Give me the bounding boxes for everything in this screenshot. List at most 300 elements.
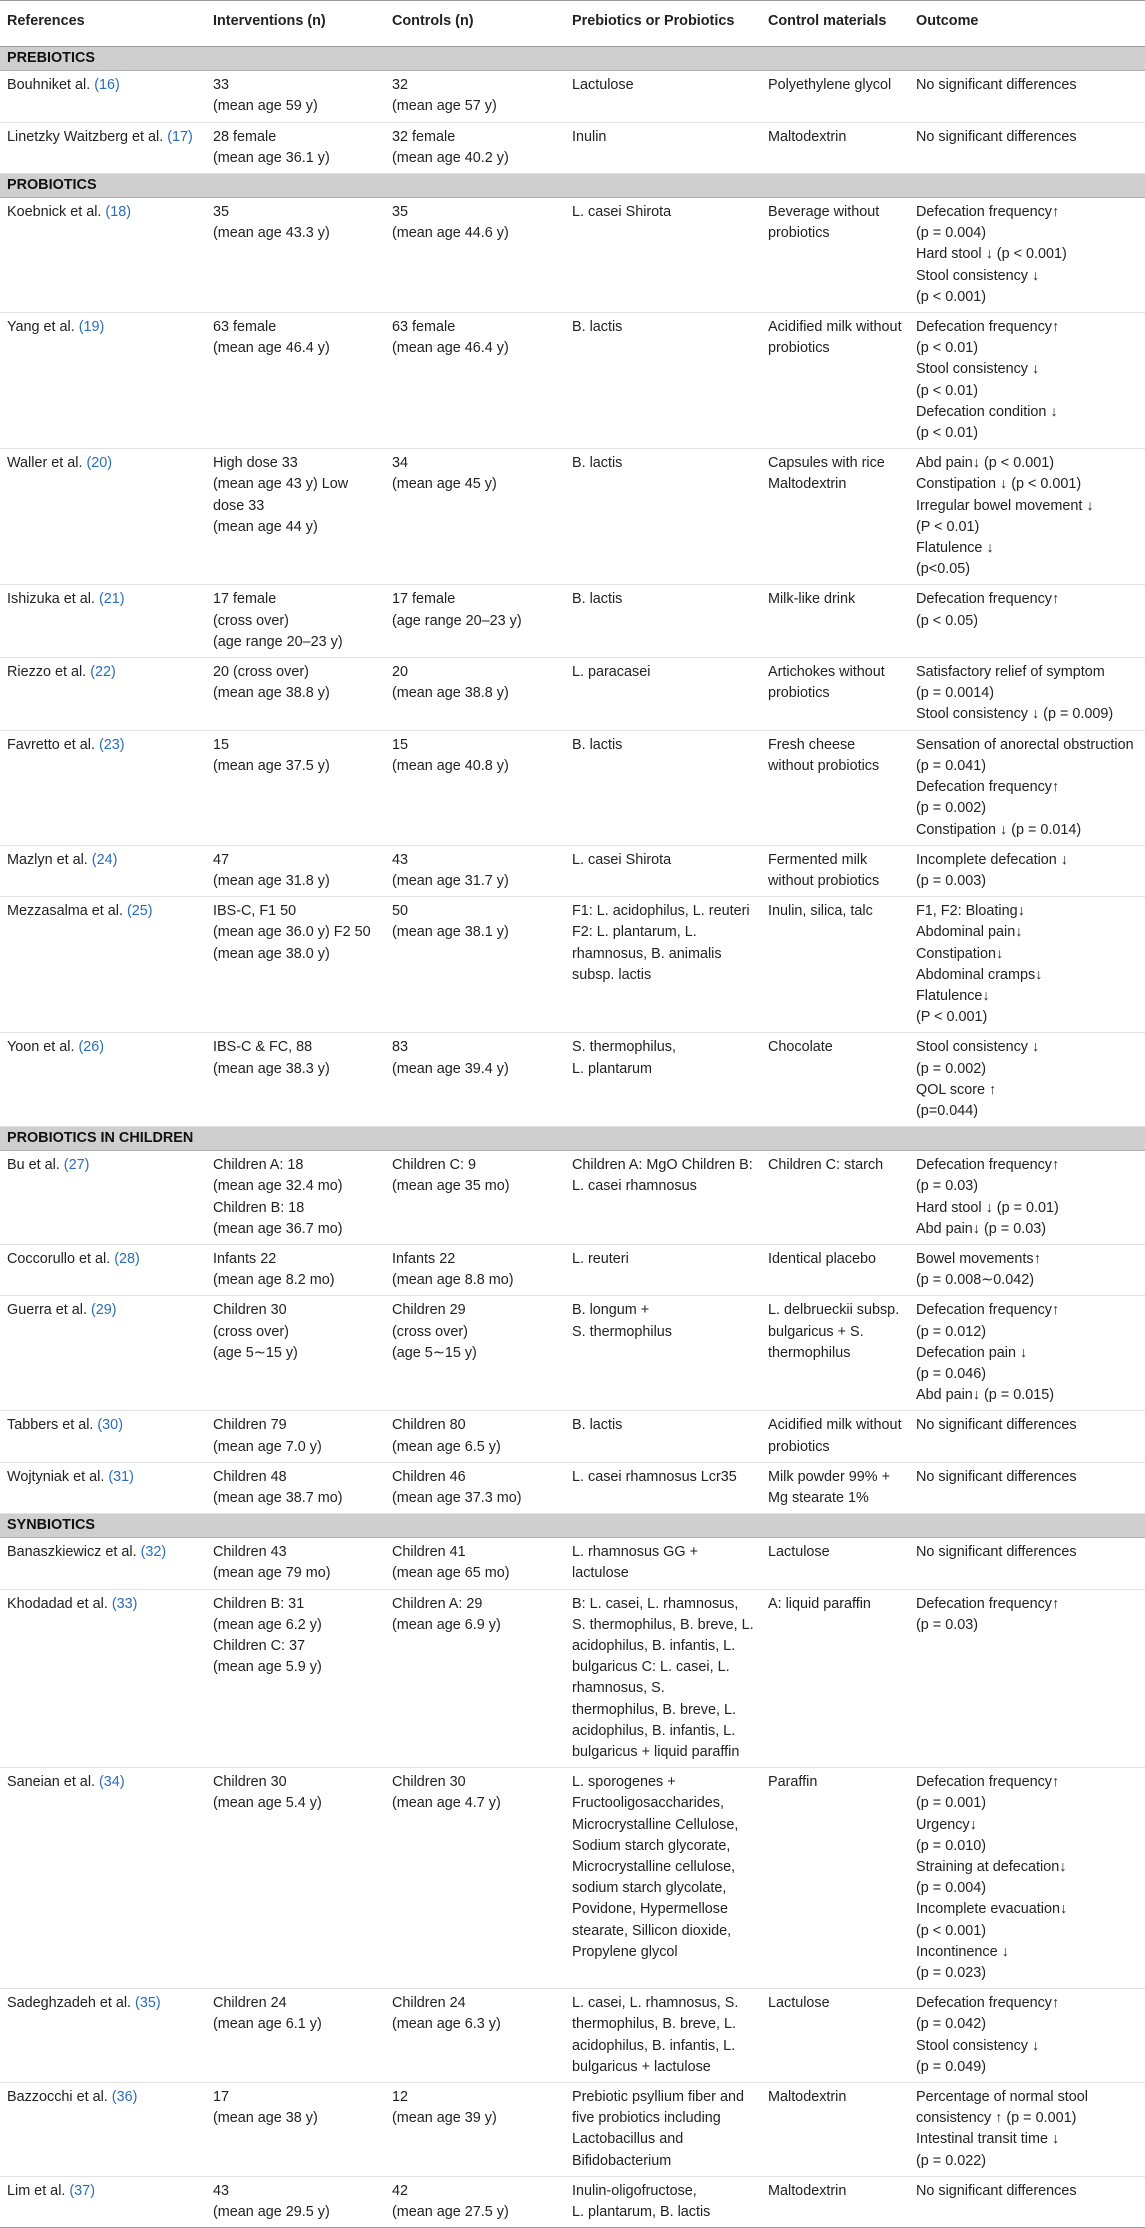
cell-agent (565, 2083, 761, 2177)
cell-control-material-text: Milk-like drink (768, 591, 856, 608)
cell-control-material-text: Beverage without probiotics (768, 204, 880, 242)
cell-interventions (206, 2083, 385, 2177)
cell-agent-text: B. lactis (572, 319, 623, 336)
cell-controls (385, 585, 565, 658)
cell-control-material (761, 198, 909, 313)
cell-controls (385, 1296, 565, 1411)
cell-outcome (909, 1989, 1145, 2083)
cell-interventions-text: IBS-C & FC, 88 (mean age 38.3 y) (213, 1039, 330, 1077)
cell-reference (0, 1589, 206, 1768)
cell-agent-text: F1: L. acidophilus, L. reuteri F2: L. plantarum, L. rhamnosus, B. animalis subsp. lactis (572, 903, 750, 983)
cell-control-material (761, 845, 909, 896)
cell-controls (385, 1538, 565, 1589)
cell-agent-text: L. casei rhamnosus Lcr35 (572, 1468, 737, 1485)
reference-link[interactable]: (26) (78, 1039, 105, 1056)
cell-controls-text: Children 46 (mean age 37.3 mo) (392, 1468, 522, 1506)
cell-control-material (761, 1244, 909, 1295)
cell-control-material (761, 730, 909, 845)
reference-link[interactable]: (17) (167, 128, 193, 145)
cell-outcome-text: F1, F2: Bloating↓ Abdominal pain↓ Constipation↓ Abdominal cramps↓ Flatulence↓ (P < 0.001) (916, 903, 1043, 1026)
cell-outcome (909, 71, 1145, 122)
cell-interventions (206, 658, 385, 731)
cell-control-material-text: L. delbrueckii subsp. bulgaricus + S. thermophilus (768, 1302, 900, 1361)
cell-controls (385, 313, 565, 449)
cell-outcome (909, 897, 1145, 1033)
header-references: References (0, 1, 206, 47)
cell-outcome (909, 1538, 1145, 1589)
cell-controls-text: Children 24 (mean age 6.3 y) (392, 1995, 501, 2033)
reference-name: Banaszkiewicz et al. (7, 1544, 141, 1561)
reference-name: Mazlyn et al. (7, 851, 92, 868)
cell-interventions (206, 71, 385, 122)
cell-control-material (761, 585, 909, 658)
table-row (0, 2176, 1145, 2227)
table-row (0, 658, 1145, 731)
cell-outcome-text: Defecation frequency↑ (p = 0.012) Defecation pain ↓ (p = 0.046) Abd pain↓ (p = 0.015) (916, 1302, 1060, 1404)
cell-outcome (909, 198, 1145, 313)
cell-control-material-text: Identical placebo (768, 1250, 877, 1267)
cell-agent (565, 1989, 761, 2083)
cell-control-material-text: Fermented milk without probiotics (768, 851, 880, 889)
reference-link[interactable]: (18) (105, 204, 131, 221)
cell-controls-text: Children A: 29 (mean age 6.9 y) (392, 1595, 501, 1633)
section-row (0, 47, 1145, 71)
cell-interventions-text: 28 female (mean age 36.1 y) (213, 128, 330, 166)
section-title: PREBIOTICS (0, 47, 1145, 71)
cell-outcome (909, 2083, 1145, 2177)
cell-interventions-text: Children A: 18 (mean age 32.4 mo) Children B: 18 (mean age 36.7 mo) (213, 1157, 343, 1237)
cell-agent-text: Inulin (572, 128, 607, 145)
cell-controls (385, 1411, 565, 1462)
header-interventions: Interventions (n) (206, 1, 385, 47)
cell-outcome-text: Defecation frequency↑ (p = 0.004) Hard stool ↓ (p < 0.001) Stool consistency ↓ (p < 0.001) (916, 204, 1067, 305)
reference-link[interactable]: (21) (99, 591, 125, 608)
section-row (0, 1514, 1145, 1538)
header-row (0, 1, 1145, 47)
reference-name: Coccorullo et al. (7, 1250, 115, 1267)
cell-reference (0, 122, 206, 173)
reference-name: Saneian et al. (7, 1774, 100, 1791)
cell-outcome (909, 730, 1145, 845)
cell-interventions-text: 35 (mean age 43.3 y) (213, 204, 330, 242)
reference-name: Wojtyniak et al. (7, 1468, 109, 1485)
cell-agent-text: L. rhamnosus GG + lactulose (572, 1544, 698, 1582)
cell-interventions (206, 845, 385, 896)
table-row (0, 1411, 1145, 1462)
cell-control-material (761, 1538, 909, 1589)
cell-outcome-text: No significant differences (916, 1468, 1077, 1485)
cell-interventions-text: High dose 33 (mean age 43 y) Low dose 33 (mean age 44 y) (213, 455, 349, 535)
cell-reference (0, 1151, 206, 1245)
cell-controls-text: 63 female (mean age 46.4 y) (392, 319, 509, 357)
cell-outcome-text: No significant differences (916, 77, 1077, 94)
cell-agent (565, 1296, 761, 1411)
cell-controls-text: Children 80 (mean age 6.5 y) (392, 1417, 501, 1455)
cell-outcome (909, 1411, 1145, 1462)
table-row (0, 2083, 1145, 2177)
cell-controls (385, 1151, 565, 1245)
cell-interventions-text: IBS-C, F1 50 (mean age 36.0 y) F2 50 (mean age 38.0 y) (213, 903, 371, 962)
cell-control-material-text: Maltodextrin (768, 2182, 847, 2199)
cell-outcome-text: Defecation frequency↑ (p < 0.01) Stool consistency ↓ (p < 0.01) Defecation condition ↓ (p < 0.01) (916, 319, 1060, 442)
reference-link[interactable]: (25) (126, 903, 153, 920)
cell-control-material (761, 1296, 909, 1411)
cell-agent (565, 1411, 761, 1462)
table-row (0, 1589, 1145, 1768)
cell-interventions (206, 449, 385, 585)
cell-controls (385, 1244, 565, 1295)
cell-control-material (761, 2083, 909, 2177)
cell-reference (0, 1411, 206, 1462)
cell-controls-text: 35 (mean age 44.6 y) (392, 204, 509, 242)
cell-outcome-text: Defecation frequency↑ (p = 0.001) Urgency↓ (p = 0.010) Straining at defecation↓ (p = 0.004) Incomplete evacuation↓ (p < 0.001) Incontinence ↓ (p = 0.023) (916, 1774, 1068, 1982)
cell-control-material-text: Lactulose (768, 1995, 830, 2012)
cell-interventions (206, 1151, 385, 1245)
cell-reference (0, 1033, 206, 1127)
cell-agent-text: B. lactis (572, 736, 623, 753)
table-row (0, 1462, 1145, 1513)
cell-outcome-text: Abd pain↓ (p < 0.001) Constipation ↓ (p < 0.001) Irregular bowel movement ↓ (P < 0.01) Flatulence ↓ (p<0.05) (916, 455, 1094, 578)
cell-interventions-text: Children 48 (mean age 38.7 mo) (213, 1468, 343, 1506)
cell-controls (385, 449, 565, 585)
cell-outcome-text: Sensation of anorectal obstruction (p = 0.041) Defecation frequency↑ (p = 0.002) Constipation ↓ (p = 0.014) (916, 736, 1134, 838)
cell-control-material-text: Polyethylene glycol (768, 77, 892, 94)
cell-controls (385, 1768, 565, 1989)
reference-link[interactable]: (34) (99, 1774, 125, 1791)
cell-reference (0, 2083, 206, 2177)
cell-outcome (909, 2176, 1145, 2227)
table-row (0, 71, 1145, 122)
cell-interventions (206, 2176, 385, 2227)
reference-name: Bazzocchi et al. (7, 2089, 112, 2106)
cell-control-material (761, 1411, 909, 1462)
cell-agent-text: L. paracasei (572, 664, 651, 681)
cell-interventions-text: 20 (cross over) (mean age 38.8 y) (213, 664, 330, 702)
cell-outcome (909, 585, 1145, 658)
section-row (0, 174, 1145, 198)
cell-agent (565, 1589, 761, 1768)
cell-interventions-text: 33 (mean age 59 y) (213, 77, 318, 115)
cell-control-material-text: Milk powder 99% + Mg stearate 1% (768, 1468, 890, 1506)
table-row (0, 1538, 1145, 1589)
cell-interventions-text: 63 female (mean age 46.4 y) (213, 319, 330, 357)
cell-controls (385, 1589, 565, 1768)
table-row (0, 1296, 1145, 1411)
cell-outcome (909, 1151, 1145, 1245)
cell-interventions-text: Children 43 (mean age 79 mo) (213, 1544, 331, 1582)
cell-reference (0, 449, 206, 585)
cell-outcome-text: Incomplete defecation ↓ (p = 0.003) (916, 851, 1068, 889)
cell-outcome-text: Bowel movements↑ (p = 0.008∼0.042) (916, 1250, 1041, 1289)
reference-name: Yoon et al. (7, 1039, 79, 1056)
cell-reference (0, 1462, 206, 1513)
reference-link[interactable]: (20) (86, 455, 113, 472)
cell-agent (565, 845, 761, 896)
cell-agent-text: L. sporogenes + Fructooligosaccharides, Microcrystalline Cellulose, Sodium starch glycorate, Microcrystalline cellulose, sodium starch glycolate, Povidone, Hypermellose stearate, Sillicon dioxide, Propylene glycol (572, 1774, 739, 1960)
cell-control-material-text: Paraffin (768, 1774, 818, 1791)
cell-control-material (761, 897, 909, 1033)
header-control-materials: Control materials (761, 1, 909, 47)
cell-reference (0, 897, 206, 1033)
reference-link[interactable]: (24) (91, 851, 118, 868)
reference-link[interactable]: (22) (90, 664, 116, 681)
cell-interventions (206, 1462, 385, 1513)
cell-control-material (761, 1989, 909, 2083)
section-title: SYNBIOTICS (0, 1514, 1145, 1538)
section-title: PROBIOTICS (0, 174, 1145, 198)
table-row (0, 730, 1145, 845)
reference-name: Guerra et al. (7, 1302, 91, 1319)
cell-agent (565, 897, 761, 1033)
cell-controls-text: Children 30 (mean age 4.7 y) (392, 1774, 501, 1812)
cell-agent (565, 1151, 761, 1245)
cell-controls-text: 20 (mean age 38.8 y) (392, 664, 509, 702)
cell-agent-text: B. lactis (572, 455, 623, 472)
cell-reference (0, 71, 206, 122)
cell-control-material-text: A: liquid paraffin (768, 1595, 871, 1612)
cell-interventions (206, 1296, 385, 1411)
cell-outcome-text: No significant differences (916, 1544, 1077, 1561)
cell-interventions (206, 198, 385, 313)
cell-agent (565, 1462, 761, 1513)
cell-outcome-text: Satisfactory relief of symptom (p = 0.0014) Stool consistency ↓ (p = 0.009) (916, 664, 1114, 723)
reference-link[interactable]: (31) (108, 1468, 134, 1485)
cell-reference (0, 585, 206, 658)
cell-outcome (909, 1589, 1145, 1768)
reference-name: Yang et al. (7, 319, 79, 336)
cell-interventions-text: 43 (mean age 29.5 y) (213, 2182, 330, 2221)
cell-outcome (909, 122, 1145, 173)
reference-name: Waller et al. (7, 455, 87, 472)
cell-control-material (761, 1033, 909, 1127)
reference-link[interactable]: (30) (97, 1417, 123, 1434)
header-outcome: Outcome (909, 1, 1145, 47)
cell-reference (0, 198, 206, 313)
reference-name: Ishizuka et al. (7, 591, 99, 608)
cell-controls-text: 50 (mean age 38.1 y) (392, 903, 509, 941)
cell-interventions-text: Children 24 (mean age 6.1 y) (213, 1995, 322, 2033)
cell-outcome (909, 1768, 1145, 1989)
cell-control-material (761, 1768, 909, 1989)
cell-outcome (909, 1033, 1145, 1127)
reference-name: Koebnick et al. (7, 204, 106, 221)
table-row (0, 313, 1145, 449)
cell-control-material-text: Maltodextrin (768, 2089, 847, 2106)
section-row (0, 1127, 1145, 1151)
reference-name: Lim et al. (7, 2182, 70, 2199)
reference-name: Bouhniket al. (7, 77, 95, 94)
cell-reference (0, 1538, 206, 1589)
cell-agent (565, 1244, 761, 1295)
cell-controls (385, 198, 565, 313)
cell-controls (385, 1462, 565, 1513)
reference-name: Mezzasalma et al. (7, 903, 127, 920)
cell-control-material (761, 313, 909, 449)
reference-name: Sadeghzadeh et al. (7, 1995, 136, 2012)
cell-controls-text: 15 (mean age 40.8 y) (392, 736, 509, 774)
cell-agent-text: L. casei Shirota (572, 204, 672, 221)
reference-name: Bu et al. (7, 1157, 64, 1174)
cell-interventions (206, 1989, 385, 2083)
cell-outcome-text: Stool consistency ↓ (p = 0.002) QOL score ↑ (p=0.044) (916, 1039, 1040, 1119)
cell-agent-text: B. lactis (572, 591, 623, 608)
reference-link[interactable]: (19) (78, 319, 105, 336)
cell-agent (565, 585, 761, 658)
cell-controls-text: 34 (mean age 45 y) (392, 455, 497, 493)
cell-control-material-text: Artichokes without probiotics (768, 664, 885, 702)
reference-link[interactable]: (37) (69, 2182, 95, 2199)
reference-link[interactable]: (29) (90, 1302, 117, 1319)
cell-outcome (909, 313, 1145, 449)
cell-agent-text: B. lactis (572, 1417, 623, 1434)
cell-controls-text: 43 (mean age 31.7 y) (392, 851, 509, 889)
cell-reference (0, 1989, 206, 2083)
cell-agent (565, 1768, 761, 1989)
cell-outcome-text: No significant differences (916, 1417, 1077, 1434)
cell-interventions (206, 1411, 385, 1462)
reference-link[interactable]: (32) (140, 1544, 167, 1561)
cell-interventions (206, 1589, 385, 1768)
cell-outcome-text: Defecation frequency↑ (p = 0.03) Hard stool ↓ (p = 0.01) Abd pain↓ (p = 0.03) (916, 1157, 1060, 1237)
cell-interventions (206, 1538, 385, 1589)
cell-outcome (909, 449, 1145, 585)
cell-interventions (206, 1768, 385, 1989)
cell-controls-text: 83 (mean age 39.4 y) (392, 1039, 509, 1077)
table-row (0, 1244, 1145, 1295)
cell-reference (0, 313, 206, 449)
reference-name: Favretto et al. (7, 736, 99, 753)
cell-outcome-text: Defecation frequency↑ (p = 0.03) (916, 1595, 1060, 1633)
cell-control-material-text: Children C: starch (768, 1157, 884, 1174)
cell-interventions-text: Children 30 (mean age 5.4 y) (213, 1774, 322, 1812)
cell-agent (565, 449, 761, 585)
cell-interventions (206, 122, 385, 173)
cell-agent (565, 2176, 761, 2227)
cell-controls-text: Infants 22 (mean age 8.8 mo) (392, 1250, 514, 1289)
cell-controls (385, 1989, 565, 2083)
table-row (0, 449, 1145, 585)
table-row (0, 1768, 1145, 1989)
reference-link[interactable]: (35) (135, 1995, 161, 2012)
reference-link[interactable]: (33) (111, 1595, 138, 1612)
table-row (0, 897, 1145, 1033)
cell-agent-text: B. longum + S. thermophilus (572, 1302, 672, 1340)
cell-agent (565, 658, 761, 731)
cell-control-material (761, 122, 909, 173)
cell-reference (0, 730, 206, 845)
cell-controls-text: 32 (mean age 57 y) (392, 77, 497, 115)
cell-outcome-text: Defecation frequency↑ (p < 0.05) (916, 591, 1060, 629)
cell-outcome (909, 658, 1145, 731)
cell-agent (565, 1538, 761, 1589)
section-title: PROBIOTICS IN CHILDREN (0, 1127, 1145, 1151)
cell-control-material (761, 1462, 909, 1513)
cell-reference (0, 658, 206, 731)
cell-interventions-text: Children 79 (mean age 7.0 y) (213, 1417, 322, 1455)
reference-name: Tabbers et al. (7, 1417, 98, 1434)
cell-interventions (206, 730, 385, 845)
table-row (0, 1151, 1145, 1245)
cell-interventions-text: Children B: 31 (mean age 6.2 y) Children C: 37 (mean age 5.9 y) (213, 1595, 322, 1676)
cell-agent (565, 122, 761, 173)
cell-control-material-text: Fresh cheese without probiotics (768, 736, 880, 774)
cell-control-material (761, 658, 909, 731)
cell-control-material-text: Inulin, silica, talc (768, 903, 873, 920)
cell-agent-text: L. reuteri (572, 1250, 629, 1267)
cell-agent (565, 198, 761, 313)
cell-reference (0, 1296, 206, 1411)
cell-control-material-text: Acidified milk without probiotics (768, 1417, 902, 1455)
reference-link[interactable]: (28) (114, 1250, 140, 1267)
reference-name: Riezzo et al. (7, 664, 91, 681)
header-agent: Prebiotics or Probiotics (565, 1, 761, 47)
cell-control-material (761, 1151, 909, 1245)
cell-controls-text: Children C: 9 (mean age 35 mo) (392, 1157, 510, 1195)
cell-agent (565, 313, 761, 449)
cell-agent-text: Lactulose (572, 77, 634, 94)
reference-link[interactable]: (36) (111, 2089, 138, 2106)
cell-agent-text: B: L. casei, L. rhamnosus, S. thermophilus, B. breve, L. acidophilus, B. infantis, L. bulgaricus C: L. casei, L. rhamnosus, S. thermophilus, B. breve, L. acidophilus, B. infantis, L. bulgaricus + liquid paraffin (572, 1595, 754, 1761)
cell-outcome (909, 1296, 1145, 1411)
cell-control-material (761, 1589, 909, 1768)
cell-interventions (206, 585, 385, 658)
cell-outcome (909, 1462, 1145, 1513)
cell-control-material-text: Acidified milk without probiotics (768, 319, 902, 357)
cell-controls (385, 845, 565, 896)
cell-controls-text: 32 female (mean age 40.2 y) (392, 128, 509, 166)
cell-interventions (206, 313, 385, 449)
cell-interventions-text: Infants 22 (mean age 8.2 mo) (213, 1250, 335, 1289)
cell-controls (385, 897, 565, 1033)
cell-control-material-text: Chocolate (768, 1039, 833, 1056)
table-row (0, 122, 1145, 173)
cell-controls (385, 730, 565, 845)
cell-outcome (909, 1244, 1145, 1295)
cell-controls (385, 71, 565, 122)
cell-agent-text: Inulin-oligofructose, L. plantarum, B. lactis (572, 2182, 711, 2221)
cell-controls-text: 17 female (age range 20–23 y) (392, 591, 522, 629)
cell-controls-text: 42 (mean age 27.5 y) (392, 2182, 509, 2221)
cell-control-material-text: Lactulose (768, 1544, 830, 1561)
cell-agent-text: Prebiotic psyllium fiber and five probiotics including Lactobacillus and Bifidobacterium (572, 2089, 744, 2169)
cell-outcome (909, 845, 1145, 896)
cell-outcome-text: No significant differences (916, 2182, 1077, 2199)
cell-control-material (761, 71, 909, 122)
reference-link[interactable]: (23) (98, 736, 125, 753)
table-row (0, 1033, 1145, 1127)
cell-reference (0, 2176, 206, 2227)
cell-control-material-text: Capsules with rice Maltodextrin (768, 455, 885, 493)
cell-agent-text: S. thermophilus, L. plantarum (572, 1039, 676, 1077)
cell-outcome-text: Defecation frequency↑ (p = 0.042) Stool consistency ↓ (p = 0.049) (916, 1995, 1060, 2075)
cell-interventions (206, 897, 385, 1033)
cell-controls-text: Children 29 (cross over) (age 5∼15 y) (392, 1302, 477, 1361)
cell-controls-text: 12 (mean age 39 y) (392, 2089, 497, 2127)
reference-link[interactable]: (16) (94, 77, 120, 94)
cell-controls (385, 1033, 565, 1127)
cell-interventions-text: 17 female (cross over) (age range 20–23 y) (213, 591, 343, 650)
cell-control-material (761, 2176, 909, 2227)
cell-interventions (206, 1033, 385, 1127)
cell-outcome-text: Percentage of normal stool consistency ↑ (p = 0.001) Intestinal transit time ↓ (p = 0.022) (916, 2089, 1088, 2169)
table-row (0, 845, 1145, 896)
cell-interventions-text: Children 30 (cross over) (age 5∼15 y) (213, 1302, 298, 1361)
table-row (0, 1989, 1145, 2083)
cell-controls (385, 2176, 565, 2227)
cell-interventions-text: 17 (mean age 38 y) (213, 2089, 318, 2127)
reference-name: Linetzky Waitzberg et al. (7, 128, 168, 145)
reference-link[interactable]: (27) (63, 1157, 90, 1174)
